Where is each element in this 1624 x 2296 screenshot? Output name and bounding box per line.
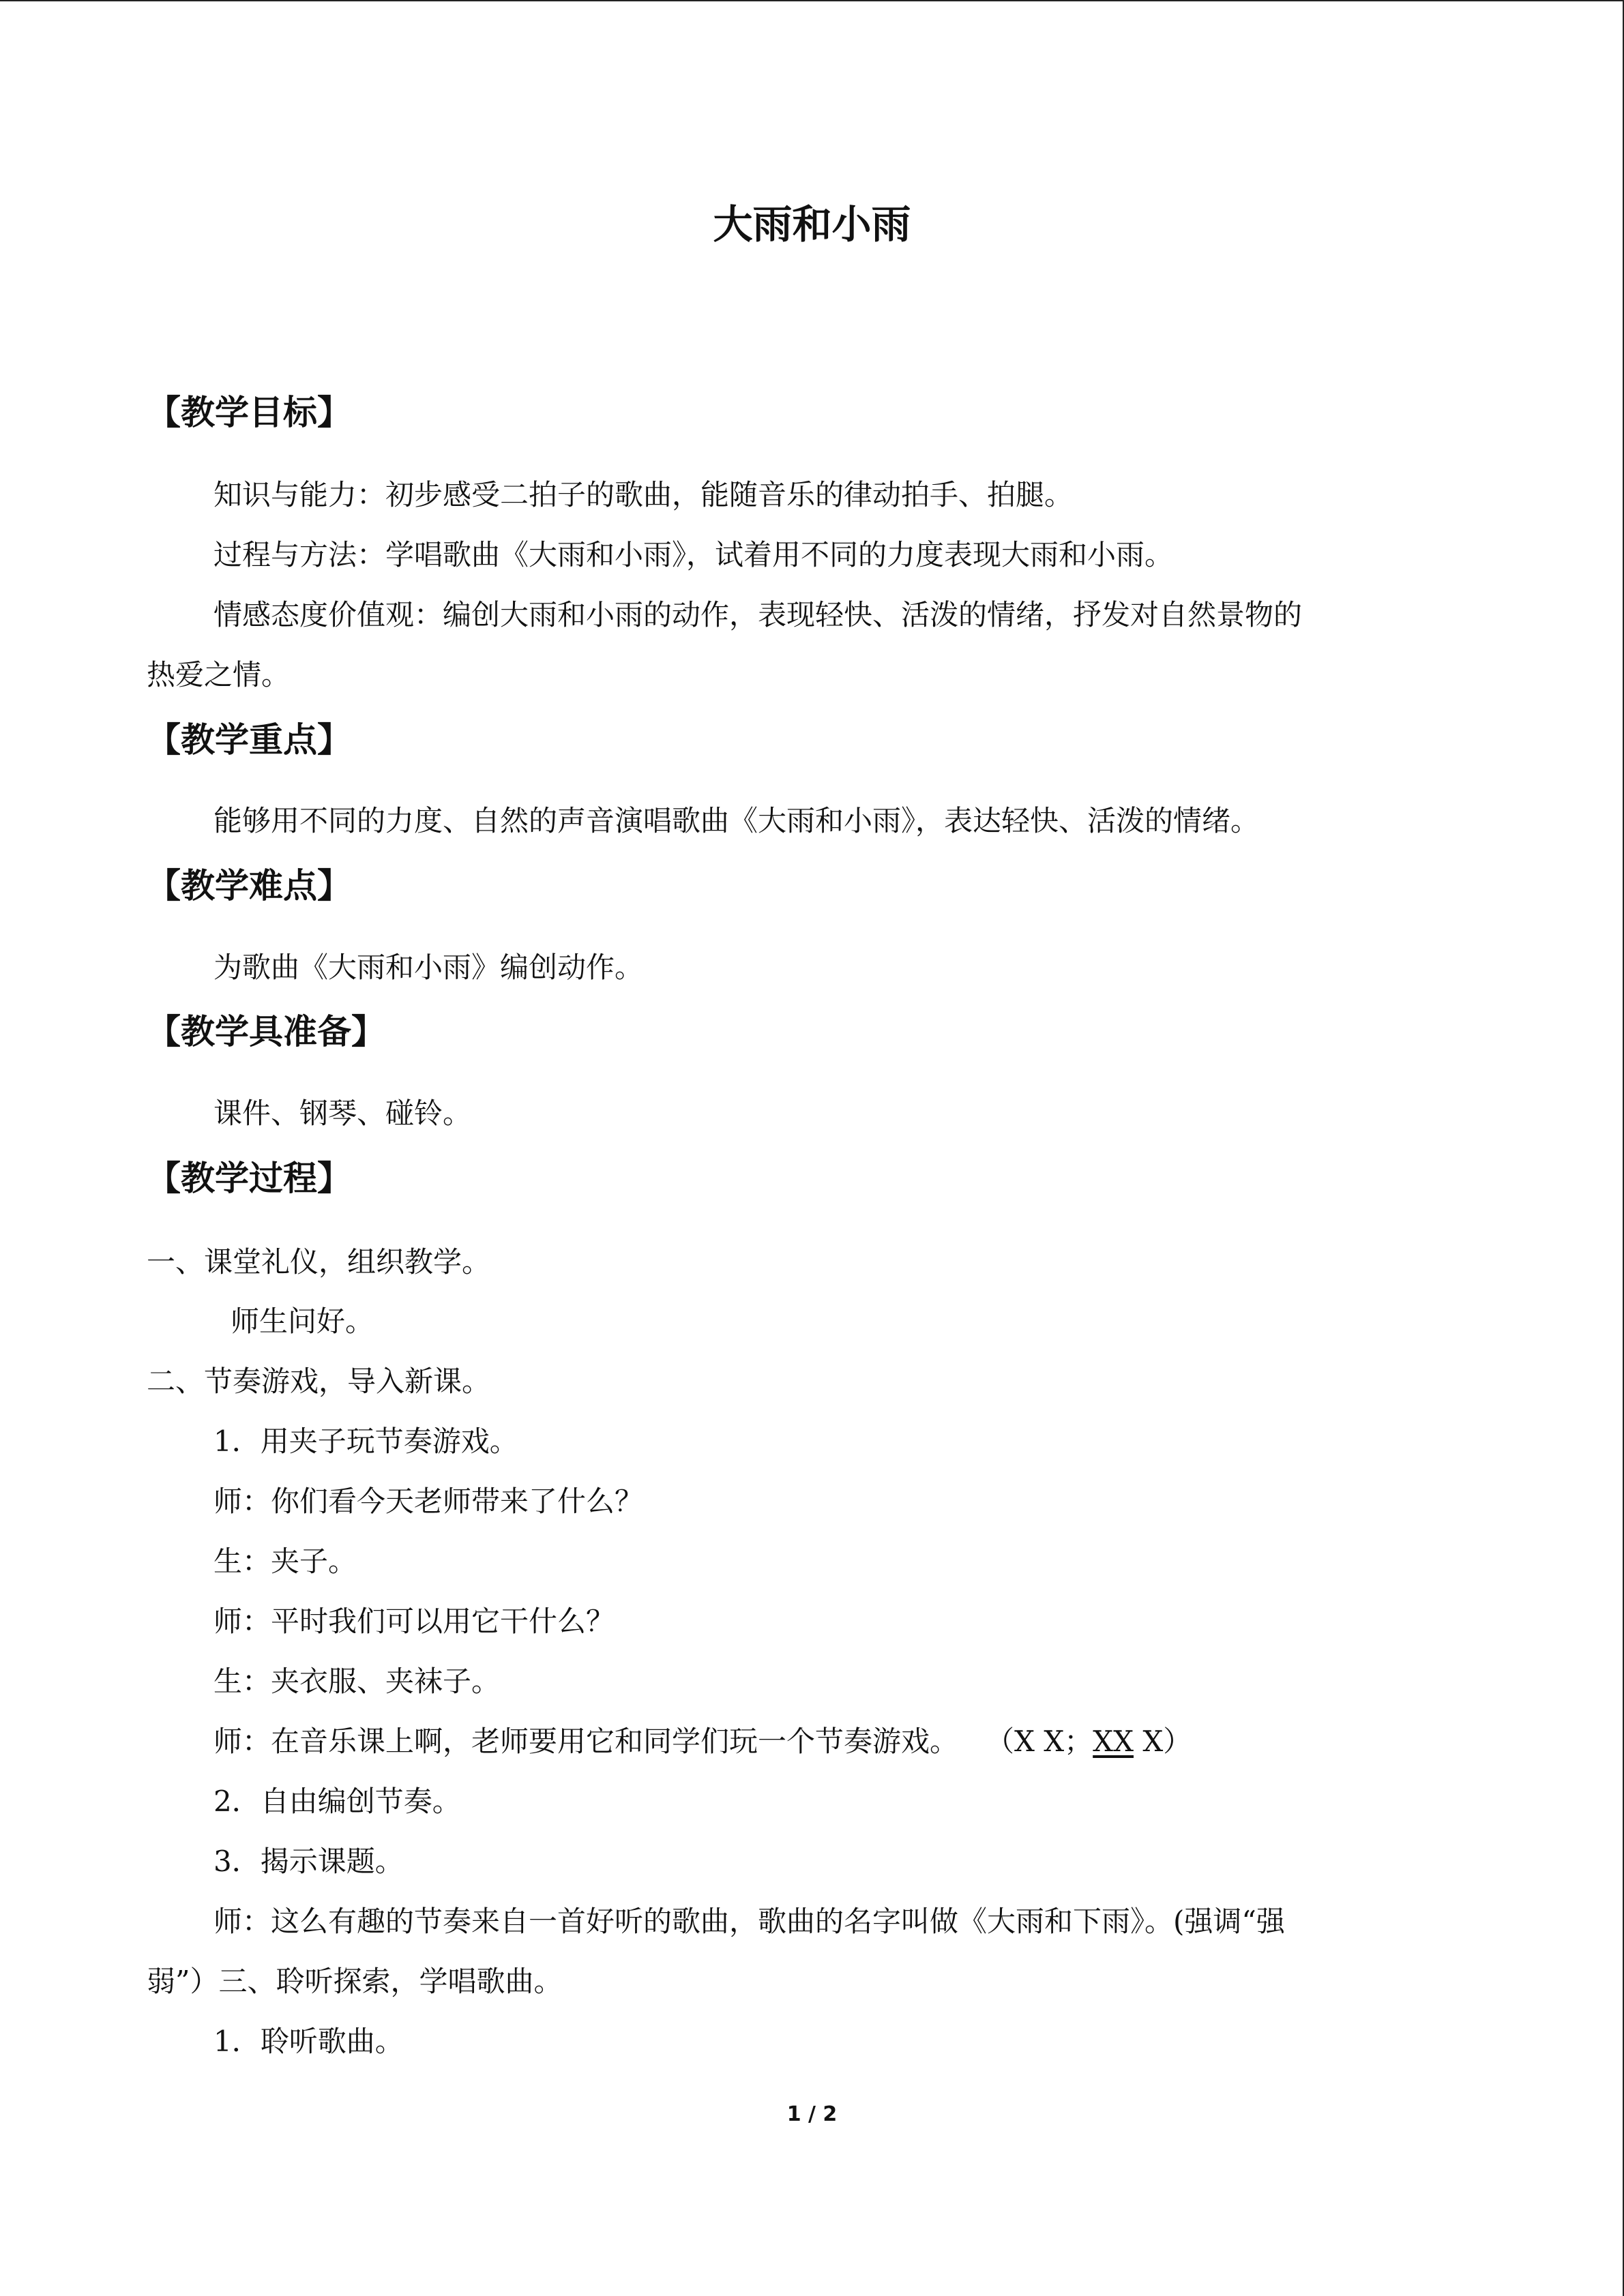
process-step1-detail: 师生问好。 — [231, 1304, 374, 1338]
process-step3-item1: 1．聆听歌曲。 — [213, 2025, 404, 2058]
objective-emotion-line1: 情感态度价值观：编创大雨和小雨的动作，表现轻快、活泼的情绪，抒发对自然景物的 — [213, 598, 1303, 631]
dialog-line-6-part1: 师：这么有趣的节奏来自一首好听的歌曲，歌曲的名字叫做《大雨和下雨》。(强调“强 — [213, 1905, 1285, 1938]
dialog-line-3: 师：平时我们可以用它干什么？ — [213, 1605, 615, 1638]
difficulties-text: 为歌曲《大雨和小雨》编创动作。 — [213, 951, 644, 984]
dialog-line-6-part2: 弱”）三、聆听探索，学唱歌曲。 — [147, 1965, 563, 1998]
key-points-text: 能够用不同的力度、自然的声音演唱歌曲《大雨和小雨》，表达轻快、活泼的情绪。 — [213, 804, 1260, 837]
document-title: 大雨和小雨 — [713, 201, 911, 248]
process-step2-item1: 1．用夹子玩节奏游戏。 — [213, 1425, 518, 1458]
objective-knowledge: 知识与能力：初步感受二拍子的歌曲，能随音乐的律动拍手、拍腿。 — [213, 478, 1074, 511]
heading-difficulties: 【教学难点】 — [147, 866, 351, 906]
dialog-line-5-text: 师：在音乐课上啊，老师要用它和同学们玩一个节奏游戏。 — [213, 1725, 959, 1758]
materials-text: 课件、钢琴、碰铃。 — [213, 1097, 472, 1130]
rhythm-close: X） — [1133, 1725, 1192, 1758]
rhythm-open: （X X； — [986, 1725, 1093, 1758]
dialog-line-2: 生：夹子。 — [213, 1545, 357, 1578]
process-step2: 二、节奏游戏，导入新课。 — [147, 1365, 491, 1398]
process-step1: 一、课堂礼仪，组织教学。 — [147, 1245, 491, 1279]
heading-key-points: 【教学重点】 — [147, 720, 351, 760]
process-step2-item2: 2．自由编创节奏。 — [213, 1785, 461, 1818]
dialog-line-4: 生：夹衣服、夹袜子。 — [213, 1665, 501, 1698]
rhythm-underlined: XX — [1093, 1725, 1134, 1758]
objective-process: 过程与方法：学唱歌曲《大雨和小雨》，试着用不同的力度表现大雨和小雨。 — [213, 538, 1174, 571]
heading-process: 【教学过程】 — [147, 1159, 351, 1198]
dialog-line-5 — [213, 1727, 1192, 1756]
objective-emotion-line2: 热爱之情。 — [147, 658, 291, 691]
page-number: 1 / 2 — [786, 2102, 838, 2126]
process-step2-item3: 3．揭示课题。 — [213, 1845, 404, 1878]
heading-materials: 【教学具准备】 — [147, 1012, 385, 1052]
heading-objectives: 【教学目标】 — [147, 393, 351, 432]
dialog-line-1: 师：你们看今天老师带来了什么？ — [213, 1485, 644, 1518]
